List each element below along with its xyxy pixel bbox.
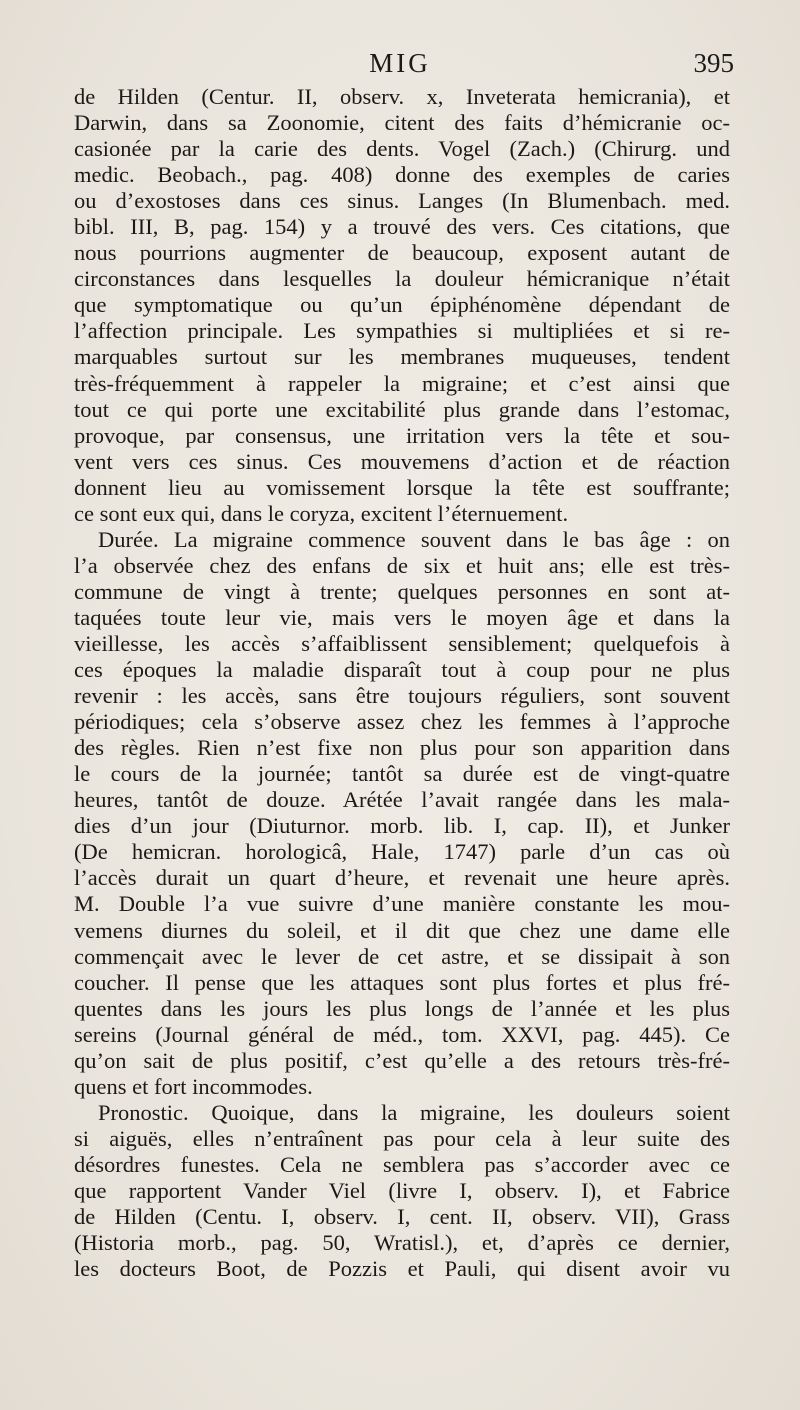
text-line: le cours de la journée; tantôt sa durée est de vingt-quatre: [74, 761, 730, 787]
text-line: circonstances dans lesquelles la douleur hémicranique n’était: [74, 266, 730, 292]
text-line: l’affection principale. Les sympathies si multipliées et si re-: [74, 318, 730, 344]
text-line: provoque, par consensus, une irritation vers la tête et sou-: [74, 422, 730, 448]
section-line-duree: Durée. La migraine commence souvent dans le bas âge : on: [98, 526, 730, 552]
text-line: qu’on sait de plus positif, c’est qu’elle a des retours très-fré-: [74, 1047, 730, 1073]
text-line: quens et fort incommodes.: [74, 1073, 313, 1099]
text-line: vent vers ces sinus. Ces mouvemens d’action et de réaction: [74, 448, 730, 474]
text-line: l’a observée chez des enfans de six et huit ans; elle est très-: [74, 552, 730, 578]
text-line: ces époques la maladie disparaît tout à coup pour ne plus: [74, 657, 730, 683]
text-line: ou d’exostoses dans ces sinus. Langes (In Blumenbach. med.: [74, 188, 730, 214]
text-line: l’accès durait un quart d’heure, et revenait une heure après.: [74, 865, 730, 891]
text-line: marquables surtout sur les membranes muqueuses, tendent: [74, 344, 730, 370]
text-line: commune de vingt à trente; quelques personnes en sont at-: [74, 578, 730, 604]
text-line: revenir : les accès, sans être toujours réguliers, sont souvent: [74, 683, 730, 709]
text-line: quentes dans les jours les plus longs de l’année et les plus: [74, 995, 730, 1021]
text-line: tout ce qui porte une excitabilité plus grande dans l’estomac,: [74, 396, 730, 422]
text-line: des règles. Rien n’est fixe non plus pour son apparition dans: [74, 735, 730, 761]
text-line: nous pourrions augmenter de beaucoup, exposent autant de: [74, 240, 730, 266]
section-line-pronostic: Pronostic. Quoique, dans la migraine, les douleurs soient: [98, 1099, 730, 1125]
text-line: très-fréquemment à rappeler la migraine; et c’est ainsi que: [74, 370, 730, 396]
text-line: taquées toute leur vie, mais vers le moyen âge et dans la: [74, 604, 730, 630]
page-header: [0, 48, 800, 84]
text-line: commençait avec le lever de cet astre, et se dissipait à son: [74, 943, 730, 969]
text-line: périodiques; cela s’observe assez chez les femmes à l’approche: [74, 709, 730, 735]
text-line: (Historia morb., pag. 50, Wratisl.), et, d’après ce dernier,: [74, 1230, 730, 1256]
text-line: donnent lieu au vomissement lorsque la tête est souffrante;: [74, 474, 730, 500]
text-line: si aiguës, elles n’entraînent pas pour cela à leur suite des: [74, 1125, 730, 1151]
text-line: Darwin, dans sa Zoonomie, citent des faits d’hémicranie oc-: [74, 110, 730, 136]
text-line: vieillesse, les accès s’affaiblissent sensiblement; quelquefois à: [74, 630, 730, 656]
text-line: M. Double l’a vue suivre d’une manière constante les mou-: [74, 891, 730, 917]
text-line: de Hilden (Centur. II, observ. x, Inveterata hemicrania), et: [74, 84, 730, 109]
text-line: casionée par la carie des dents. Vogel (Zach.) (Chirurg. und: [74, 136, 730, 162]
text-line: coucher. Il pense que les attaques sont plus fortes et plus fré-: [74, 969, 730, 995]
text-line: heures, tantôt de douze. Arétée l’avait rangée dans les mala-: [74, 787, 730, 813]
body-text: [74, 84, 730, 1282]
text-line: que rapportent Vander Viel (livre I, observ. I), et Fabrice: [74, 1177, 730, 1203]
text-line: désordres funestes. Cela ne semblera pas s’accorder avec ce: [74, 1151, 730, 1177]
text-line: (De hemicran. horologicâ, Hale, 1747) parle d’un cas où: [74, 839, 730, 865]
text-line: bibl. III, B, pag. 154) y a trouvé des vers. Ces citations, que: [74, 214, 730, 240]
text-line: que symptomatique ou qu’un épiphénomène dépendant de: [74, 292, 730, 318]
text-line: les docteurs Boot, de Pozzis et Pauli, qui disent avoir vu: [74, 1256, 730, 1282]
text-line: ce sont eux qui, dans le coryza, excitent l’éternuement.: [74, 500, 569, 526]
text-line: de Hilden (Centu. I, observ. I, cent. II, observ. VII), Grass: [74, 1204, 730, 1230]
text-line: sereins (Journal général de méd., tom. XXVI, pag. 445). Ce: [74, 1021, 730, 1047]
text-line: vemens diurnes du soleil, et il dit que chez une dame elle: [74, 917, 730, 943]
page-number: 395: [693, 48, 734, 78]
text-line: medic. Beobach., pag. 408) donne des exemples de caries: [74, 162, 730, 188]
running-head: MIG: [369, 48, 431, 78]
text-line: dies d’un jour (Diuturnor. morb. lib. I, cap. II), et Junker: [74, 813, 730, 839]
